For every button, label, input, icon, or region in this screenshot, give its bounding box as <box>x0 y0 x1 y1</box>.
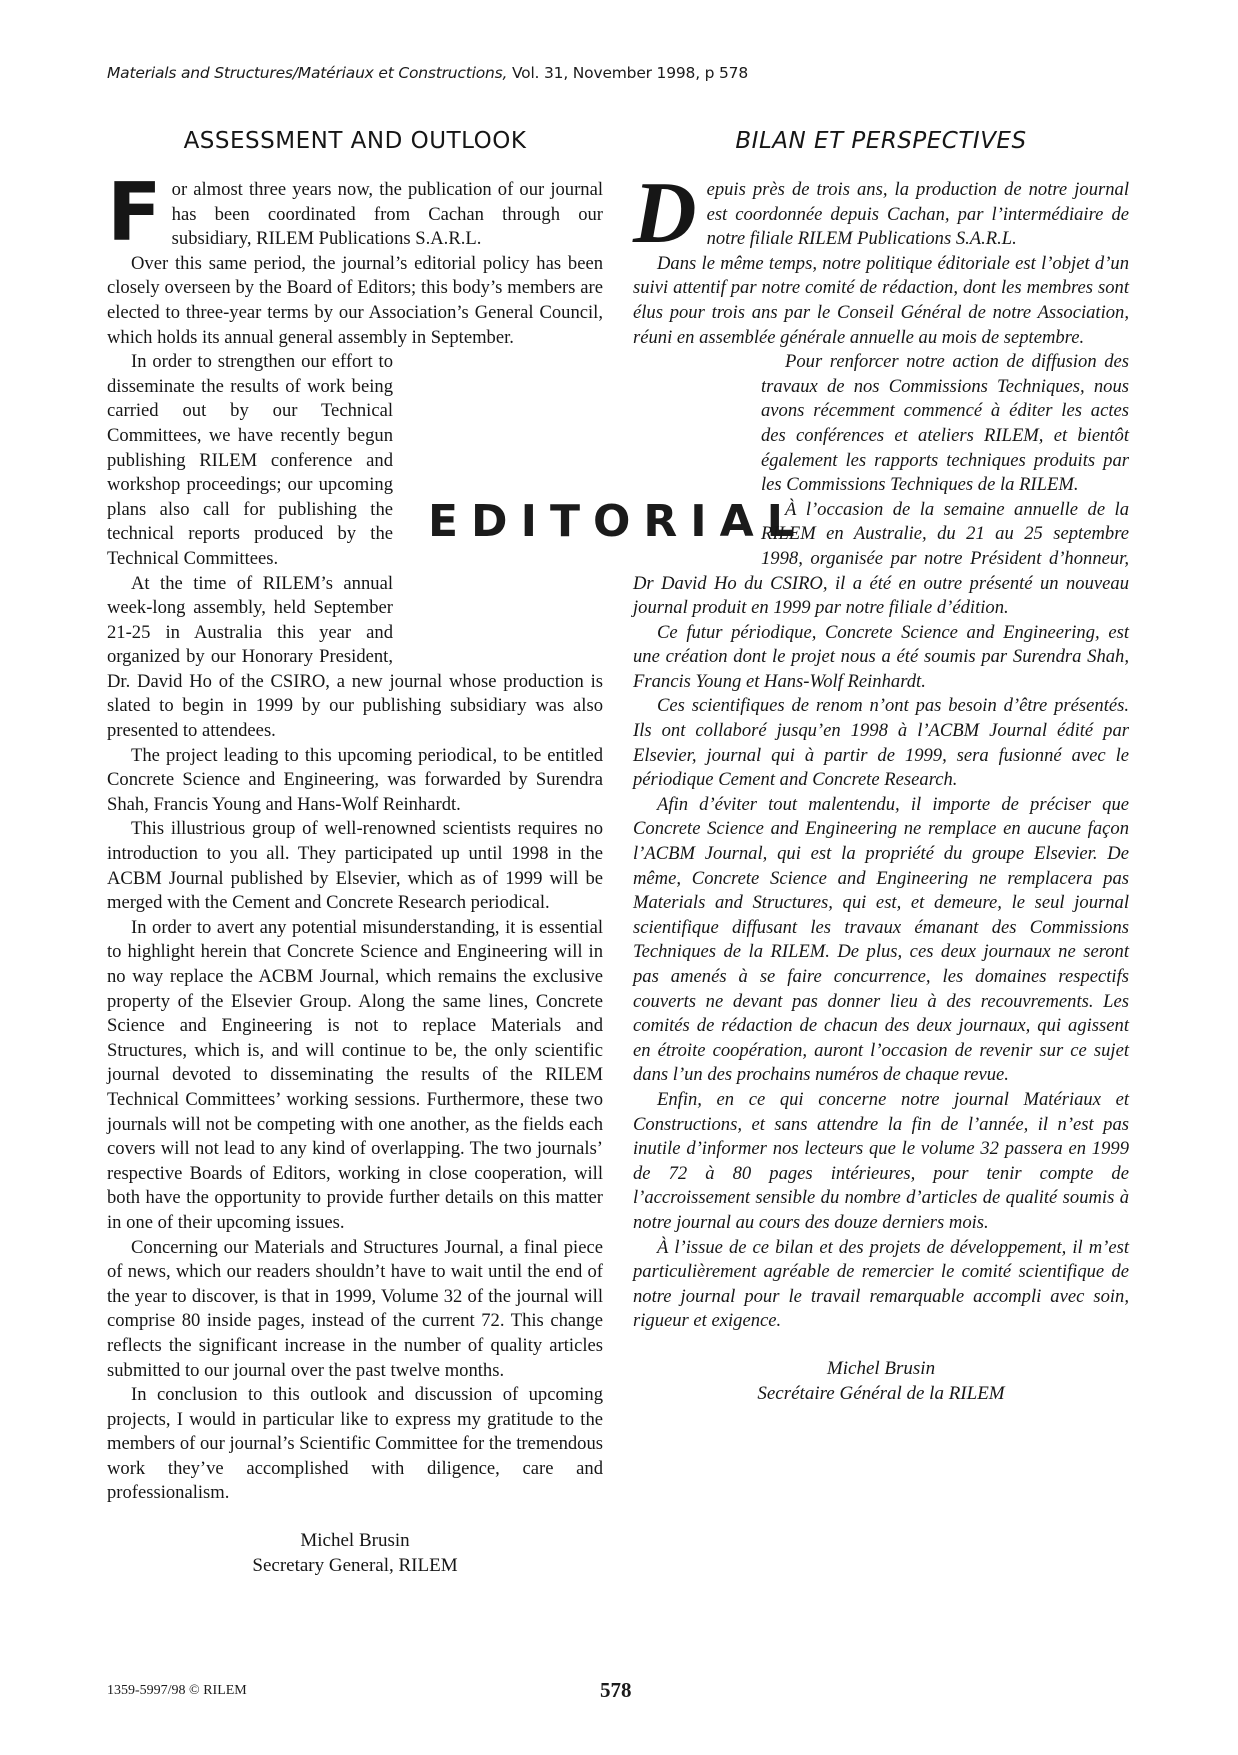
french-paragraph: À l’occasion de la semaine annuelle de la RILEM en Australie, du 21 au 25 septembre 1998, organisée par notre Président d’honneur, Dr David Ho du CSIRO, il a été en outre présenté un nouveau journal produit en 1999 par notre filiale d’édition. <box>633 498 1129 619</box>
french-body <box>633 165 1129 1334</box>
french-paragraph: Enfin, en ce qui concerne notre journal Matériaux et Constructions, et sans attendre la fin de l’année, il n’est pas inutile d’informer nos lecteurs que le volume 32 passera en 1999 de 72 à 80 pages intérieures, pour tenir compte de l’accroissement sensible du nombre d’articles de qualité soumis à notre journal au cours des douze derniers mois. <box>633 1088 1129 1233</box>
issn-copyright: 1359-5997/98 © RILEM <box>107 1683 247 1698</box>
english-column <box>107 128 603 1578</box>
english-paragraph: Over this same period, the journal’s editorial policy has been closely overseen by the Board of Editors; this body’s members are elected to three-year terms by our Association’s General Council, which holds its annual general assembly in September. <box>107 252 603 348</box>
french-drop-cap: D <box>633 165 697 262</box>
english-signature <box>107 1528 603 1578</box>
french-paragraph: Pour renforcer notre action de diffusion des travaux de nos Commissions Techniques, nous avons récemment commencé à éditer les actes des conférences et ateliers RILEM, et bientôt également les rapports techniques produits par les Commissions Techniques de la RILEM. <box>761 351 1129 496</box>
english-drop-cap: F <box>107 166 162 259</box>
english-section-title: ASSESSMENT AND OUTLOOK <box>183 128 527 154</box>
french-paragraph: Dans le même temps, notre politique éditoriale est l’objet d’un suivi attentif par notre comité de rédaction, dont les membres sont élus pour trois ans par le Conseil Général de notre Association, réuni en assemblée générale annuelle au mois de septembre. <box>633 252 1129 348</box>
french-column <box>633 128 1129 1406</box>
english-paragraph: For almost three years now, the publication of our journal has been coordinated from Cachan through our subsidiary, RILEM Publications S.A.R.L. <box>107 166 603 259</box>
page-number: 578 <box>600 1678 632 1702</box>
english-signature-name: Michel Brusin <box>300 1530 410 1552</box>
english-body <box>107 166 603 1506</box>
french-paragraph: Afin d’éviter tout malentendu, il importe de préciser que Concrete Science and Engineering ne remplace en aucune façon l’ACBM Journal, qui est la propriété du groupe Elsevier. De même, Concrete Science and Engineering ne remplacera pas Materials and Structures, qui est, et demeure, le seul journal scientifique diffusant les travaux émanant des Commissions Techniques de la RILEM. De plus, ces deux journaux ne seront pas amenés à se faire concurrence, les domaines respectifs couverts ne devant pas donner lieu à des recouvrements. Les comités de rédaction de chacun des deux journaux, qui agissent en étroite coopération, auront l’occasion de revenir sur ce sujet dans l’un des prochains numéros de chaque revue. <box>633 793 1129 1086</box>
english-paragraph: The project leading to this upcoming periodical, to be entitled Concrete Science and Engineering, was forwarded by Surendra Shah, Francis Young and Hans-Wolf Reinhardt. <box>107 744 603 815</box>
english-paragraph: In order to strengthen our effort to disseminate the results of work being carried out by our Technical Committees, we have recently begun publishing RILEM conference and workshop proceedings; our upcoming plans also call for publishing the technical reports produced by the Technical Committees. <box>107 351 393 569</box>
english-signature-title: Secretary General, RILEM <box>252 1555 458 1577</box>
editorial-banner: EDITORIAL <box>428 496 808 547</box>
english-paragraph: In order to avert any potential misunderstanding, it is essential to highlight herein that Concrete Science and Engineering will in no way replace the ACBM Journal, which remains the exclusive property of the Elsevier Group. Along the same lines, Concrete Science and Engineering is not to replace Materials and Structures, which is, and will continue to be, the only scientific journal devoted to disseminating the results of the RILEM Technical Committees’ working sessions. Furthermore, these two journals will not be competing with one another, as the fields each covers will not lead to any kind of overlapping. The two journals’ respective Boards of Editors, working in close cooperation, will both have the opportunity to provide further details on this matter in one of their upcoming issues. <box>107 916 603 1233</box>
english-paragraph: In conclusion to this outlook and discussion of upcoming projects, I would in particular like to express my gratitude to the members of our journal’s Scientific Committee for the tremendous work they’ve accomplished with diligence, care and professionalism. <box>107 1384 603 1504</box>
french-signature-name: Michel Brusin <box>826 1357 936 1379</box>
french-signature-title: Secrétaire Général de la RILEM <box>757 1382 1005 1404</box>
french-paragraph: À l’issue de ce bilan et des projets de développement, il m’est particulièrement agréable de remercier le comité scientifique de notre journal pour le travail remarquable accompli avec soin, rigueur et exigence. <box>633 1236 1129 1332</box>
french-paragraph: Depuis près de trois ans, la production de notre journal est coordonnée depuis Cachan, par l’intermédiaire de notre filiale RILEM Publications S.A.R.L. <box>633 165 1129 262</box>
running-head-journal: Materials and Structures/Matériaux et Constructions, <box>107 64 508 82</box>
french-paragraph: Ce futur périodique, Concrete Science and Engineering, est une création dont le projet nous a été soumis par Surendra Shah, Francis Young et Hans-Wolf Reinhardt. <box>633 621 1129 692</box>
french-paragraph: Ces scientifiques de renom n’ont pas besoin d’être présentés. Ils ont collaboré jusqu’en 1998 à l’ACBM Journal édité par Elsevier, journal qui à partir de 1999, sera fusionné avec le périodique Cement and Concrete Research. <box>633 695 1129 791</box>
french-section-title: BILAN ET PERSPECTIVES <box>735 128 1027 154</box>
english-paragraph: Concerning our Materials and Structures Journal, a final piece of news, which our readers shouldn’t have to wait until the end of the year to discover, is that in 1999, Volume 32 of the journal will comprise 80 inside pages, instead of the current 72. This change reflects the significant increase in the number of quality articles submitted to our journal over the past twelve months. <box>107 1236 603 1381</box>
french-signature <box>633 1356 1129 1406</box>
english-paragraph: At the time of RILEM’s annual week-long assembly, held September 21-25 in Australia this year and organized by our Honorary President, Dr. David Ho of the CSIRO, a new journal whose production is slated to begin in 1999 by our publishing subsidiary was also presented to attendees. <box>107 572 603 742</box>
running-head-details: Vol. 31, November 1998, p 578 <box>511 64 749 82</box>
english-paragraph: This illustrious group of well-renowned scientists requires no introduction to you all. They participated up until 1998 in the ACBM Journal published by Elsevier, which as of 1999 will be merged with the Cement and Concrete Research periodical. <box>107 818 603 914</box>
running-head <box>107 64 748 82</box>
